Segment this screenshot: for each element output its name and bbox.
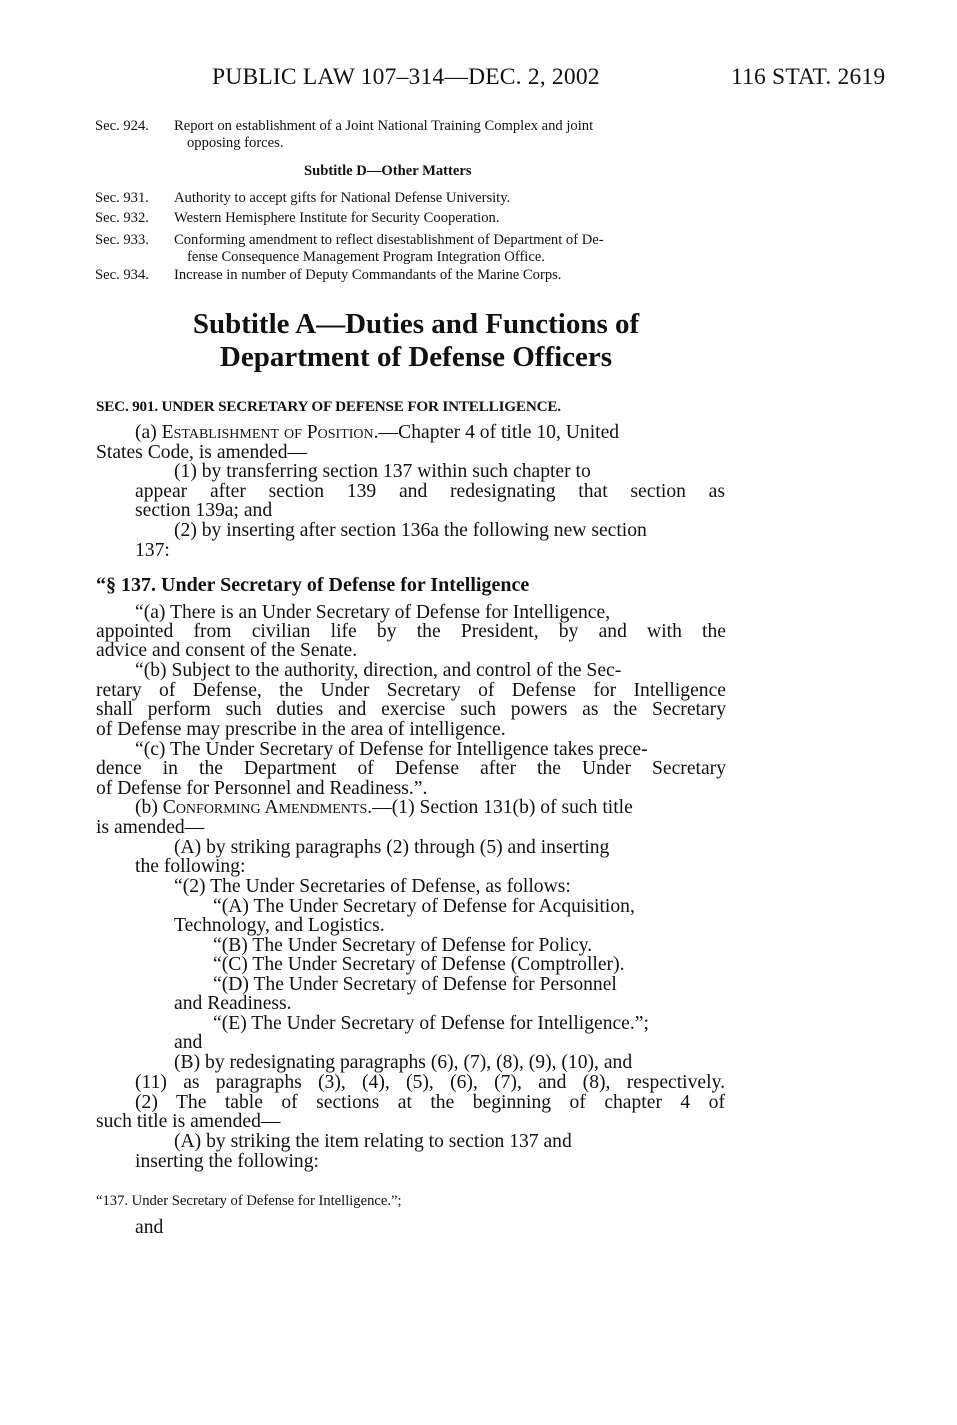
body-line: and <box>174 1032 203 1053</box>
body-line: “(c) The Under Secretary of Defense for Intelligence takes prece- <box>135 739 648 760</box>
body-line: “(B) The Under Secretary of Defense for Policy. <box>213 935 593 956</box>
subtitle-a-line-1: Subtitle A—Duties and Functions of <box>192 308 640 340</box>
table-of-sections-item: “137. Under Secretary of Defense for Intelligence.”; <box>96 1193 402 1209</box>
body-line: States Code, is amended— <box>96 442 308 463</box>
body-line: (2) by inserting after section 136a the following new section <box>174 520 647 541</box>
section-137-heading: “§ 137. Under Secretary of Defense for Intelligence <box>96 574 530 596</box>
body-line: of Defense for Personnel and Readiness.”. <box>96 778 428 799</box>
body-line: (A) by striking paragraphs (2) through (5) and inserting <box>174 837 610 858</box>
body-line: the following: <box>135 856 246 877</box>
body-line: “(D) The Under Secretary of Defense for Personnel <box>213 974 617 995</box>
body-line: retary of Defense, the Under Secretary of Defense for Intelligence <box>96 680 726 701</box>
body-line: Technology, and Logistics. <box>174 915 385 936</box>
toc-section-number: Sec. 924. <box>95 118 149 134</box>
toc-section-number: Sec. 934. <box>95 267 149 283</box>
body-line: appointed from civilian life by the President, by and with the <box>96 621 726 642</box>
toc-section-title-cont: opposing forces. <box>187 135 284 151</box>
toc-section-title: Report on establishment of a Joint National Training Complex and joint <box>174 118 594 134</box>
toc-entry-933 <box>0 232 957 266</box>
subsection-a-label: (a) <box>135 422 162 443</box>
toc-entry-932 <box>0 210 957 227</box>
toc-section-number: Sec. 931. <box>95 190 149 206</box>
toc-section-title: Western Hemisphere Institute for Security Cooperation. <box>174 210 500 226</box>
body-line: (2) The table of sections at the beginning of chapter 4 of <box>135 1092 725 1113</box>
subsection-a-caption: Establishment of Position <box>161 422 374 443</box>
toc-section-number: Sec. 932. <box>95 210 149 226</box>
body-line: “(A) The Under Secretary of Defense for Acquisition, <box>213 896 635 917</box>
body-line: “(C) The Under Secretary of Defense (Comptroller). <box>213 954 625 975</box>
body-line: 137: <box>135 540 170 561</box>
body-line: is amended— <box>96 817 205 838</box>
subsection-a-intro <box>135 423 619 443</box>
body-line: shall perform such duties and exercise such powers as the Secretary <box>96 699 726 720</box>
body-line: (1) by transferring section 137 within such chapter to <box>174 461 591 482</box>
subsection-b-text: .—(1) Section 131(b) of such title <box>367 797 633 818</box>
running-header-title: PUBLIC LAW 107–314—DEC. 2, 2002 <box>212 64 600 90</box>
body-line: of Defense may prescribe in the area of intelligence. <box>96 719 506 740</box>
toc-entry-934 <box>0 267 957 284</box>
body-line: “(a) There is an Under Secretary of Defense for Intelligence, <box>135 602 611 623</box>
body-line: such title is amended— <box>96 1111 281 1132</box>
body-line: (11) as paragraphs (3), (4), (5), (6), (7), and (8), respectively. <box>135 1072 725 1093</box>
toc-section-title: Conforming amendment to reflect disestablishment of Department of De- <box>174 232 604 248</box>
body-line: appear after section 139 and redesignating that section as <box>135 481 725 502</box>
toc-section-title-cont: fense Consequence Management Program Integration Office. <box>187 249 545 265</box>
body-line: section 139a; and <box>135 500 273 521</box>
body-line: and <box>135 1217 164 1238</box>
body-line: “(b) Subject to the authority, direction, and control of the Sec- <box>135 660 622 681</box>
subsection-b-intro <box>135 798 633 818</box>
body-line: (A) by striking the item relating to section 137 and <box>174 1131 572 1152</box>
toc-section-number: Sec. 933. <box>95 232 149 248</box>
body-line: “(2) The Under Secretaries of Defense, as follows: <box>174 876 571 897</box>
toc-entry-931 <box>0 190 957 207</box>
body-line: and Readiness. <box>174 993 292 1014</box>
subsection-a-text: .—Chapter 4 of title 10, United <box>373 422 620 443</box>
subsection-b-label: (b) <box>135 797 163 818</box>
body-line: dence in the Department of Defense after the Under Secretary <box>96 758 726 779</box>
subtitle-a-line-2: Department of Defense Officers <box>219 341 613 373</box>
body-line: “(E) The Under Secretary of Defense for Intelligence.”; <box>213 1013 649 1034</box>
body-line: inserting the following: <box>135 1151 319 1172</box>
toc-section-title: Authority to accept gifts for National Defense University. <box>174 190 511 206</box>
body-line: (B) by redesignating paragraphs (6), (7), (8), (9), (10), and <box>174 1052 633 1073</box>
section-901-heading: SEC. 901. UNDER SECRETARY OF DEFENSE FOR INTELLIGENCE. <box>96 398 561 415</box>
running-header-stat-page: 116 STAT. 2619 <box>731 64 886 90</box>
toc-section-title: Increase in number of Deputy Commandants of the Marine Corps. <box>174 267 562 283</box>
toc-entry-924 <box>0 118 957 152</box>
toc-subtitle-d-heading: Subtitle D—Other Matters <box>304 163 472 179</box>
subsection-b-caption: Conforming Amendments <box>162 797 368 818</box>
subtitle-a-heading <box>96 308 736 374</box>
body-line: advice and consent of the Senate. <box>96 640 358 661</box>
